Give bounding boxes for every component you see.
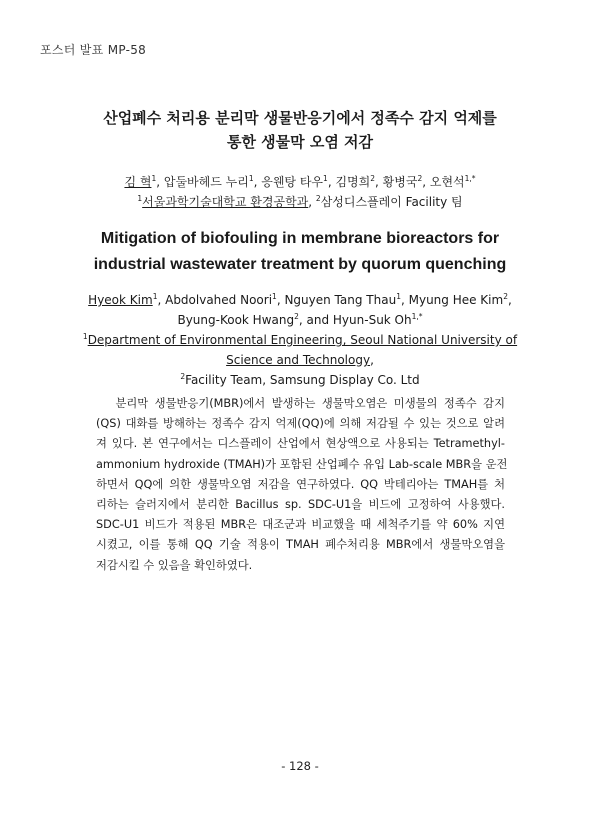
affiliation-separator: , bbox=[370, 353, 374, 367]
korean-author-name: 응웬탕 타우 bbox=[261, 175, 324, 189]
abstract-line: 져 있다. 본 연구에서는 디스플레이 산업에서 현상액으로 사용되는 Tetramethyl- bbox=[96, 437, 505, 451]
affiliation-separator: , bbox=[308, 195, 316, 209]
author-superscript: 2 bbox=[294, 312, 299, 321]
english-title bbox=[50, 226, 550, 278]
author-superscript: 1 bbox=[152, 292, 158, 301]
affiliation-superscript: 1 bbox=[82, 332, 88, 341]
poster-session-label: 포스터 발표 MP-58 bbox=[40, 43, 147, 57]
english-title-line: industrial wastewater treatment by quorum quenching bbox=[93, 256, 507, 273]
author-superscript: 1 bbox=[396, 292, 401, 301]
affiliation-superscript: 1 bbox=[137, 194, 143, 203]
english-author-name: Hyeok Kim bbox=[88, 293, 153, 307]
author-separator: , bbox=[375, 175, 383, 189]
author-separator: , bbox=[157, 293, 166, 307]
korean-author-name: 압둘바헤드 누리 bbox=[163, 175, 249, 189]
author-separator: , bbox=[276, 293, 285, 307]
author-superscript: 1 bbox=[272, 292, 277, 301]
english-affiliation-1-cont bbox=[50, 350, 550, 370]
abstract-line: 하면서 QQ에 의한 생물막오염 저감을 연구하였다. QQ 박테리아는 TMAH를 처 bbox=[96, 477, 505, 491]
author-superscript: 1 bbox=[323, 174, 328, 183]
author-superscript: 1 bbox=[151, 174, 157, 183]
author-separator: , and bbox=[298, 313, 333, 327]
abstract-line: ammonium hydroxide (TMAH)가 포함된 산업폐수 유입 Lab-scale MBR을 운전 bbox=[96, 457, 508, 471]
english-author-name: Nguyen Tang Thau bbox=[284, 293, 397, 307]
author-separator: , bbox=[400, 293, 409, 307]
author-separator: , bbox=[156, 175, 164, 189]
korean-author-name: 김 혁 bbox=[124, 175, 152, 189]
english-author-list-line bbox=[50, 290, 550, 310]
korean-author-name: 오현석 bbox=[429, 175, 465, 189]
english-author-name: Myung Hee Kim bbox=[408, 293, 504, 307]
english-author-name: Hyun-Suk Oh bbox=[332, 313, 412, 327]
affiliation-superscript: 2 bbox=[315, 194, 321, 203]
english-affiliation-1-text: Science and Technology bbox=[226, 353, 371, 367]
english-author-name: Byung-Kook Hwang bbox=[177, 313, 295, 327]
korean-affiliation-1: 서울과학기술대학교 환경공학과 bbox=[142, 195, 309, 209]
author-superscript: 1,* bbox=[411, 312, 423, 321]
korean-title-line: 산업폐수 처리용 분리막 생물반응기에서 정족수 감지 억제를 bbox=[103, 109, 497, 127]
abstract-line: (QS) 대화를 방해하는 정족수 감지 억제(QQ)에 의해 저감될 수 있는 것으로 알려 bbox=[96, 417, 505, 431]
author-separator: , bbox=[507, 293, 512, 307]
korean-affiliations bbox=[50, 192, 550, 212]
korean-author-name: 황병국 bbox=[382, 175, 418, 189]
korean-title-line: 통한 생물막 오염 저감 bbox=[226, 133, 374, 151]
page-number: - 128 - bbox=[281, 759, 319, 773]
author-superscript: 2 bbox=[503, 292, 508, 301]
english-title-line: Mitigation of biofouling in membrane bioreactors for bbox=[100, 230, 500, 247]
english-affiliation-2 bbox=[50, 370, 550, 390]
english-author-list-line bbox=[50, 310, 550, 330]
abstract-line: SDC-U1 비드가 적용된 MBR은 대조군과 비교했을 때 세척주기를 약 60% 지연 bbox=[96, 518, 505, 532]
korean-title bbox=[60, 106, 540, 154]
affiliation-superscript: 2 bbox=[180, 372, 186, 381]
korean-author-name: 김명희 bbox=[335, 175, 371, 189]
korean-author-list bbox=[50, 172, 550, 192]
author-separator: , bbox=[422, 175, 430, 189]
abstract-line: 시켰고, 이를 통해 QQ 기술 적용이 TMAH 폐수처리용 MBR에서 생물막오염을 bbox=[96, 538, 505, 552]
author-separator: , bbox=[253, 175, 262, 189]
english-author-block bbox=[50, 290, 550, 390]
abstract-line: 분리막 생물반응기(MBR)에서 발생하는 생물막오염은 미생물의 정족수 감지 bbox=[96, 397, 505, 410]
korean-affiliation-2: 삼성디스플레이 Facility 팀 bbox=[320, 195, 463, 209]
author-superscript: 2 bbox=[370, 174, 376, 183]
english-author-name: Abdolvahed Noori bbox=[165, 293, 273, 307]
english-affiliation-2-text: Facility Team, Samsung Display Co. Ltd bbox=[185, 373, 420, 387]
abstract-line: 리하는 슬러지에서 분리한 Bacillus sp. SDC-U1을 비드에 고정하여 사용했다. bbox=[96, 498, 505, 512]
abstract-line: 저감시킬 수 있음을 확인하였다. bbox=[96, 558, 253, 572]
author-superscript: 1 bbox=[248, 174, 254, 183]
abstract-body bbox=[96, 394, 508, 576]
author-separator: , bbox=[327, 175, 336, 189]
author-superscript: 2 bbox=[417, 174, 423, 183]
english-affiliation-1-text: Department of Environmental Engineering, Seoul National University of bbox=[87, 333, 518, 347]
english-affiliation-1 bbox=[50, 330, 550, 350]
korean-author-block bbox=[50, 172, 550, 212]
author-superscript: 1,* bbox=[464, 174, 476, 183]
